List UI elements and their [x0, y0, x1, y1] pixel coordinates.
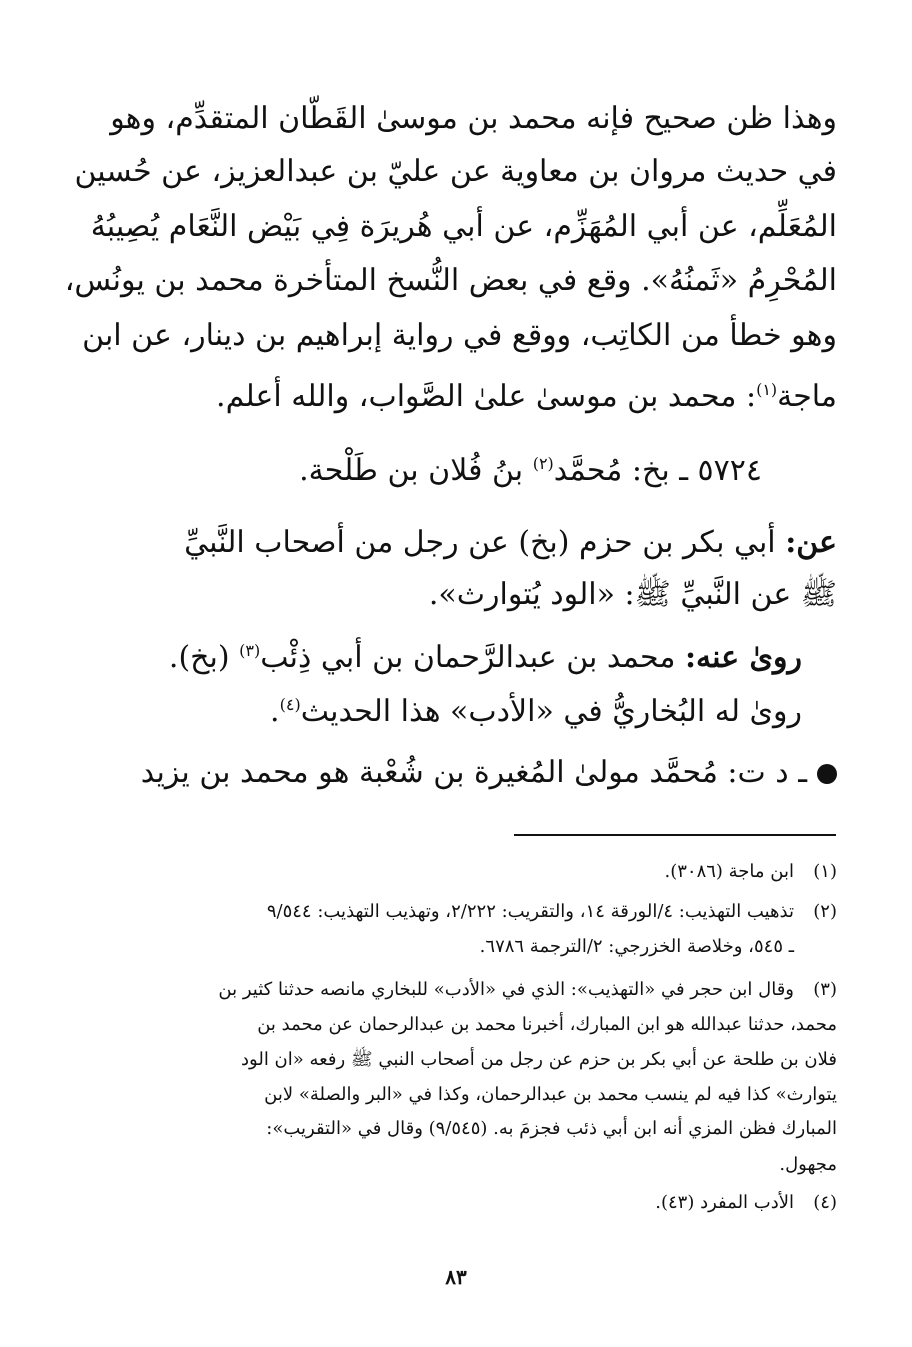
footnote-1-line-1: ابن ماجة (٣٠٨٦).: [664, 861, 794, 882]
entry-heading: [162, 434, 762, 501]
body-line-6: [77, 361, 837, 426]
body-line-6-start: ماجة: [777, 379, 837, 414]
rawa-lahu-line: [77, 676, 802, 741]
footnote-ref-1: (١): [756, 380, 778, 399]
body-line-3: المُعَلِّم، عن أبي المُهَزِّم، عن أبي هُريرَة فِي بَيْض النَّعَام يُصِيبُهُ: [90, 209, 837, 244]
an-line-2: ﷺ عن النَّبيِّ ﷺ: «الود يُتوارث».: [428, 577, 837, 612]
body-line-2: في حديث مروان بن معاوية عن عليّ بن عبدالعزيز، عن حُسين: [74, 154, 837, 189]
page-number: ٨٣: [445, 1265, 467, 1289]
rawa-label: روىٰ عنه:: [684, 640, 802, 675]
footnote-ref-2: (٢): [532, 454, 554, 473]
footnote-1-number: (١): [813, 861, 837, 882]
an-text: أبي بكر بن حزم (بخ) عن رجل من أصحاب النَّبيِّ: [184, 525, 786, 560]
footnote-ref-4: (٤): [279, 695, 301, 714]
entry-heading-prefix: ٥٧٢٤ ـ بخ: مُحمَّد: [553, 453, 762, 488]
footnote-3-line-1: وقال ابن حجر في «التهذيب»: الذي في «الأدب» للبخاري مانصه حدثنا كثير بن: [218, 979, 794, 1000]
footnote-3-line-4: يتوارث» كذا فيه لم ينسب محمد بن عبدالرحمان، وكذا في «البر والصلة» لابن: [264, 1084, 837, 1105]
footnote-2-number: (٢): [813, 901, 837, 922]
footnote-2-line-2: ـ ٥٤٥، وخلاصة الخزرجي: ٢/الترجمة ٦٧٨٦.: [479, 936, 794, 957]
body-line-6-rest: : محمد بن موسىٰ علىٰ الصَّواب، والله أعلم.: [216, 379, 757, 414]
rawa-lahu-tail: .: [270, 694, 280, 729]
rawa-lahu-text: روىٰ له البُخاريُّ في «الأدب» هذا الحديث: [300, 694, 802, 729]
entry-heading-suffix: بنُ فُلان بن طَلْحة.: [299, 453, 533, 488]
footnote-separator: [514, 834, 836, 836]
footnote-3-line-2: محمد، حدثنا عبدالله هو ابن المبارك، أخبرنا محمد بن عبدالرحمان عن محمد بن: [257, 1014, 837, 1035]
footnote-3-number: (٣): [813, 979, 837, 1000]
body-line-5: وهو خطأ من الكاتِب، ووقع في رواية إبراهيم بن دينار، عن ابن: [82, 318, 837, 353]
footnote-3-line-3: فلان بن طلحة عن أبي بكر بن حزم عن رجل من أصحاب النبي ﷺ رفعه «ان الود: [241, 1049, 837, 1070]
footnote-ref-3: (٣): [239, 641, 261, 660]
footnote-4-line-1: الأدب المفرد (٤٣).: [655, 1192, 794, 1213]
next-entry-text: ـ د ت: مُحمَّد مولىٰ المُغيرة بن شُعْبة هو محمد بن يزيد: [140, 755, 807, 790]
rawa-tail: (بخ).: [168, 640, 240, 675]
footnote-2-line-1: تذهيب التهذيب: ٤/الورقة ١٤، والتقريب: ٢/٢٢٢، وتهذيب التهذيب: ٩/٥٤٤: [266, 901, 794, 922]
body-line-4: المُحْرِمُ «ثَمنُهُ». وقع في بعض النُّسخ المتأخرة محمد بن يونُس،: [64, 263, 837, 298]
bullet-icon: [817, 764, 837, 784]
footnote-4-number: (٤): [813, 1192, 837, 1213]
footnote-3-line-5: المبارك فظن المزي أنه ابن أبي ذئب فجزمَ به. (٩/٥٤٥) وقال في «التقريب»:: [266, 1118, 837, 1139]
next-entry-line: [77, 744, 837, 802]
an-line: [77, 514, 837, 572]
body-line-1: وهذا ظن صحيح فإنه محمد بن موسىٰ القَطّان المتقدِّم، وهو: [110, 101, 837, 136]
footnote-3-line-6: مجهول.: [779, 1154, 837, 1175]
rawa-text: محمد بن عبدالرَّحمان بن أبي ذِئْب: [260, 640, 685, 675]
an-label: عن:: [785, 525, 837, 560]
